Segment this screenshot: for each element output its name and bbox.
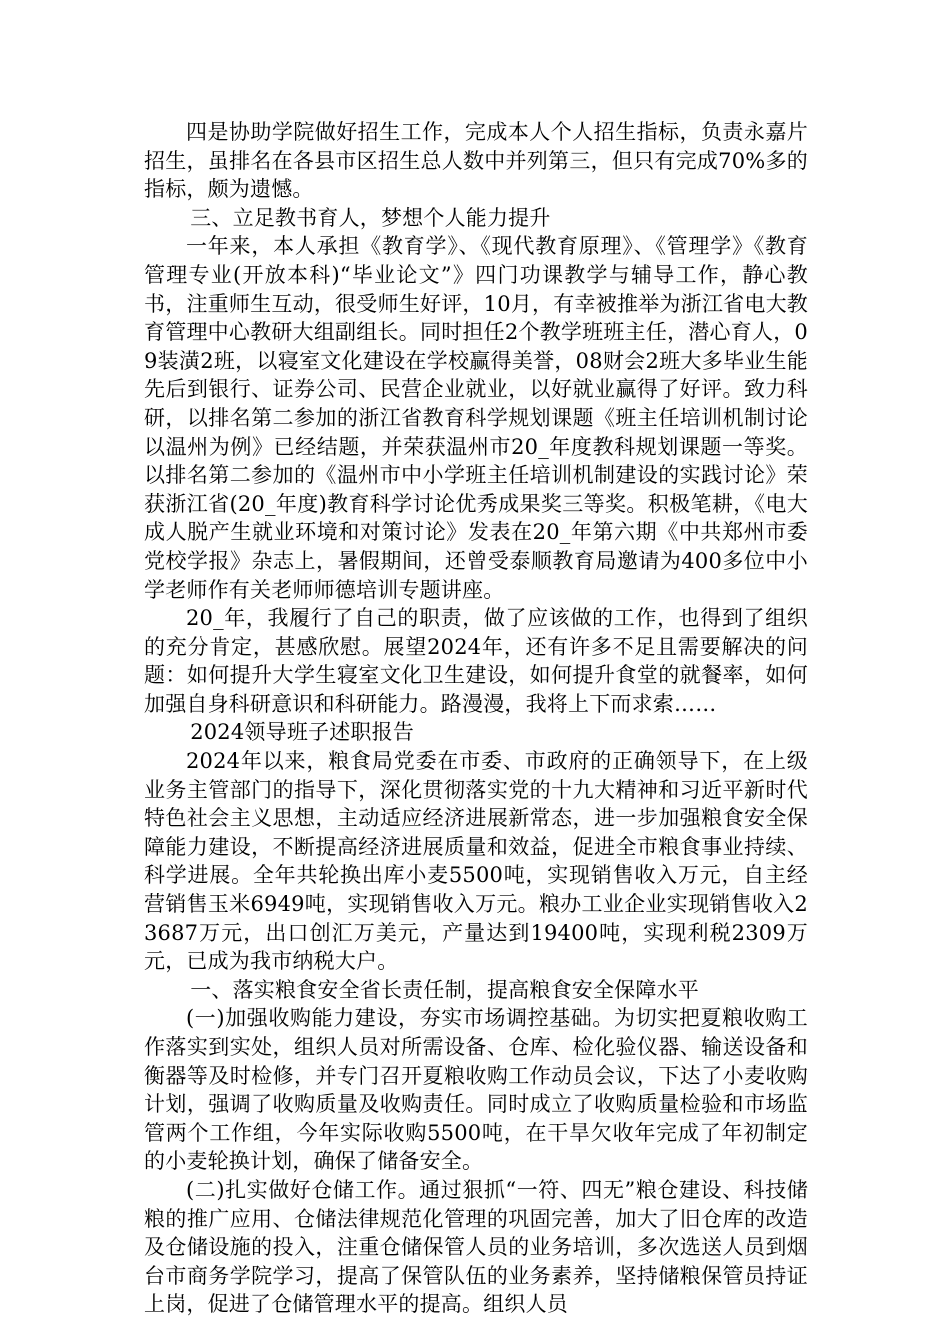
paragraph-storage: (二)扎实做好仓储工作。通过狠抓“一符、四无”粮仓建设、科技储粮的推广应用、仓储法律规范化管理的巩固完善，加大了旧仓库的改造及仓储设施的投入，注重仓储保管人员的业务培训，多次选送人员到烟台市商务学院学习，提高了保管队伍的业务素养，坚持储粮保管员持证上岗，促进了仓储管理水平的提高。组织人员	[144, 1177, 808, 1317]
paragraph-report-intro: 2024年以来，粮食局党委在市委、市政府的正确领导下，在上级业务主管部门的指导下，深化贯彻落实党的十九大精神和习近平新时代特色社会主义思想，主动适应经济进展新常态，进一步加强粮食安全保障能力建设，不断提高经济进展质量和效益，促进全市粮食事业持续、科学进展。全年共轮换出库小麦5500吨，实现销售收入万元，自主经营销售玉米6949吨，实现销售收入万元。粮办工业企业实现销售收入23687万元，出口创汇万美元，产量达到19400吨，实现利税2309万元，已成为我市纳税大户。	[144, 749, 808, 974]
paragraph-outlook: 20_年，我履行了自己的职责，做了应该做的工作，也得到了组织的充分肯定，甚感欣慰。展望2024年，还有许多不足且需要解决的问题：如何提升大学生寝室文化卫生建设，如何提升食堂的就餐率，如何加强自身科研意识和科研能力。路漫漫，我将上下而求索……	[144, 606, 808, 716]
heading-section-one: 一、落实粮食安全省长责任制，提高粮食安全保障水平	[190, 977, 699, 1002]
paragraph-purchasing: (一)加强收购能力建设，夯实市场调控基础。为切实把夏粮收购工作落实到实处，组织人员对所需设备、仓库、检化验仪器、输送设备和衡器等及时检修，并专门召开夏粮收购工作动员会议，下达了小麦收购计划，强调了收购质量及收购责任。同时成立了收购质量检验和市场监管两个工作组，今年实际收购5500吨，在干旱欠收年完成了年初制定的小麦轮换计划，确保了储备安全。	[144, 1006, 808, 1174]
paragraph-teaching: 一年来，本人承担《教育学》、《现代教育原理》、《管理学》《教育管理专业(开放本科)“毕业论文”》四门功课教学与辅导工作，静心教书，注重师生互动，很受师生好评，10月，有幸被推举为浙江省电大教育管理中心教研大组副组长。同时担任2个教学班班主任，潜心育人，09装潢2班，以寝室文化建设在学校赢得美誉，08财会2班大多毕业生能先后到银行、证券公司、民营企业就业，以好就业赢得了好评。致力科研，以排名第二参加的浙江省教育科学规划课题《班主任培训机制讨论以温州为例》已经结题，并荣获温州市20_年度教科规划课题一等奖。以排名第二参加的《温州市中小学班主任培训机制建设的实践讨论》荣获浙江省(20_年度)教育科学讨论优秀成果奖三等奖。积极笔耕，《电大成人脱产生就业环境和对策讨论》发表在20_年第六期《中共郑州市委党校学报》杂志上，暑假期间，还曾受泰顺教育局邀请为400多位中小学老师作有关老师师德培训专题讲座。	[144, 234, 808, 602]
report-title: 2024领导班子述职报告	[190, 720, 415, 745]
heading-section-three: 三、立足教书育人，梦想个人能力提升	[190, 205, 551, 230]
paragraph-admissions: 四是协助学院做好招生工作，完成本人个人招生指标，负责永嘉片招生，虽排名在各县市区招生总人数中并列第三，但只有完成70%多的指标，颇为遗憾。	[144, 120, 808, 202]
document-page	[144, 118, 808, 1319]
